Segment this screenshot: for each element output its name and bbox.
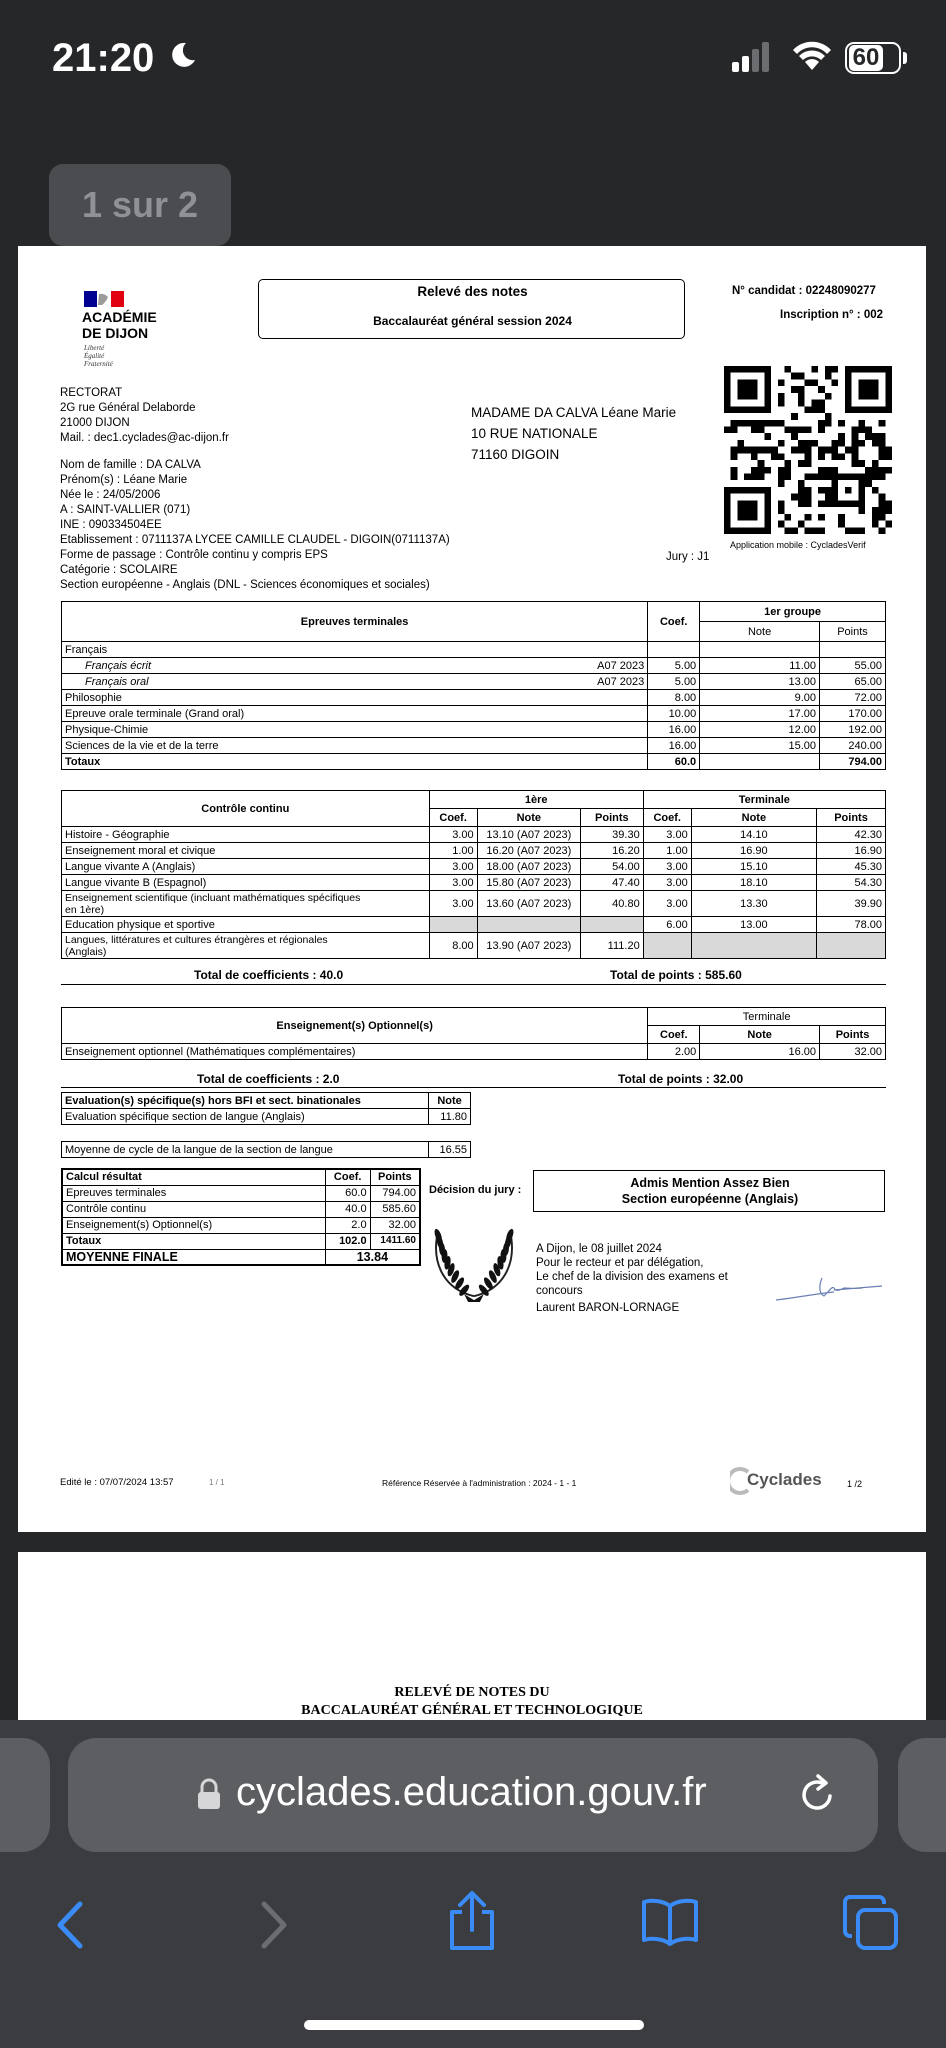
decision-line: Admis Mention Assez Bien bbox=[630, 1176, 790, 1190]
cc-points-term: 78.00 bbox=[817, 917, 886, 933]
cc-total-points: Total de points : 585.60 bbox=[610, 968, 742, 982]
result-calc-table bbox=[61, 1168, 421, 1266]
terminal-subject: Sciences de la vie et de la terre bbox=[65, 739, 219, 752]
decision-label: Décision du jury : bbox=[429, 1184, 522, 1196]
laurel-wreath-icon bbox=[425, 1206, 523, 1304]
terminal-total-coef: 60.0 bbox=[648, 754, 700, 770]
cycle-average-value: 16.55 bbox=[429, 1142, 471, 1158]
terminal-subject: Epreuve orale terminale (Grand oral) bbox=[65, 707, 245, 720]
candidate-number: N° candidat : 02248090277 bbox=[732, 285, 876, 297]
identity-line: A : SAINT-VALLIER (071) bbox=[60, 504, 191, 516]
terminal-coef: 5.00 bbox=[648, 674, 700, 690]
cc-header: Contrôle continu bbox=[62, 791, 430, 827]
cc-coef-term: 3.00 bbox=[643, 891, 691, 917]
cc-coef-term: 3.00 bbox=[643, 875, 691, 891]
calc-row-coef: 2.0 bbox=[325, 1217, 370, 1233]
eval-value: 11.80 bbox=[429, 1109, 471, 1125]
cc-note1-header: Note bbox=[477, 809, 580, 827]
share-icon[interactable] bbox=[446, 1890, 498, 1952]
terminal-note: 9.00 bbox=[700, 690, 820, 706]
document-title-box bbox=[258, 279, 685, 339]
cc-note-term: 13.00 bbox=[691, 917, 816, 933]
opt-term-header: Terminale bbox=[648, 1008, 886, 1026]
calc-row bbox=[62, 1217, 420, 1233]
calc-points-header: Points bbox=[370, 1169, 420, 1185]
jury-label: Jury : J1 bbox=[666, 551, 710, 563]
terminal-row bbox=[62, 722, 886, 738]
identity-line: Catégorie : SCOLAIRE bbox=[60, 564, 178, 576]
calc-coef-header: Coef. bbox=[325, 1169, 370, 1185]
signal-icon bbox=[732, 40, 772, 72]
academy-name bbox=[82, 309, 157, 341]
cc-points2-header: Points bbox=[817, 809, 886, 827]
cyclades-brand-text: Cyclades bbox=[747, 1470, 822, 1489]
cc-subject-line2: (Anglais) bbox=[65, 945, 107, 958]
terminal-points: 192.00 bbox=[820, 722, 886, 738]
inscription-number: Inscription n° : 002 bbox=[780, 309, 884, 321]
cc-first-header: 1ère bbox=[429, 791, 643, 809]
calc-row-points: 32.00 bbox=[370, 1217, 420, 1233]
terminal-row-label bbox=[62, 706, 648, 722]
terminal-note-header: Note bbox=[700, 622, 820, 642]
opt-total-line bbox=[61, 1087, 886, 1088]
cc-points-first bbox=[581, 917, 644, 933]
decision-line: Section européenne (Anglais) bbox=[621, 1192, 799, 1206]
calc-row-coef: 40.0 bbox=[325, 1201, 370, 1217]
terminal-points bbox=[820, 642, 886, 658]
cc-note-term: 15.10 bbox=[691, 859, 816, 875]
page2-title-line: RELEVÉ DE NOTES DU bbox=[394, 1685, 550, 1700]
home-indicator[interactable] bbox=[304, 2020, 644, 2030]
status-bar bbox=[0, 0, 946, 112]
app-label: Application mobile : CycladesVerif bbox=[730, 540, 866, 550]
back-icon[interactable] bbox=[52, 1900, 88, 1950]
cc-points-term: 42.30 bbox=[817, 827, 886, 843]
decision-box bbox=[533, 1170, 885, 1212]
battery-level: 60 bbox=[849, 45, 883, 71]
terminal-coef: 10.00 bbox=[648, 706, 700, 722]
eval-header: Evaluation(s) spécifique(s) hors BFI et sect. binationales bbox=[62, 1093, 429, 1109]
browser-bottom-bar bbox=[0, 1720, 946, 2048]
cc-row bbox=[62, 875, 886, 891]
identity-line: Prénom(s) : Léane Marie bbox=[60, 474, 188, 486]
terminal-row bbox=[62, 738, 886, 754]
terminal-coef: 5.00 bbox=[648, 658, 700, 674]
signature-line: Pour le recteur et par délégation, bbox=[536, 1257, 704, 1269]
cc-subject bbox=[62, 875, 430, 891]
cc-subject bbox=[62, 933, 430, 959]
terminal-row bbox=[62, 642, 886, 658]
identity-line: Née le : 24/05/2006 bbox=[60, 489, 161, 501]
terminal-note: 15.00 bbox=[700, 738, 820, 754]
motto-fraternite: Fraternité bbox=[84, 360, 113, 368]
qr-code-icon bbox=[724, 366, 892, 534]
terminal-row bbox=[62, 674, 886, 690]
opt-coef-header: Coef. bbox=[648, 1026, 700, 1044]
calc-row bbox=[62, 1201, 420, 1217]
wifi-icon bbox=[790, 40, 834, 72]
terminal-row-label bbox=[62, 658, 648, 674]
terminal-note: 12.00 bbox=[700, 722, 820, 738]
cc-note2-header: Note bbox=[691, 809, 816, 827]
terminal-points: 55.00 bbox=[820, 658, 886, 674]
previous-tab-peek[interactable] bbox=[0, 1738, 50, 1852]
cc-coef-first: 3.00 bbox=[429, 875, 477, 891]
cc-row bbox=[62, 933, 886, 959]
optional-table bbox=[61, 1007, 886, 1060]
handwritten-signature bbox=[774, 1268, 884, 1308]
cc-subject-line: Histoire - Géographie bbox=[65, 828, 170, 841]
battery-tip bbox=[903, 52, 907, 64]
pdf-viewer[interactable] bbox=[0, 112, 946, 1720]
cc-note-first bbox=[477, 917, 580, 933]
bookmarks-icon[interactable] bbox=[640, 1896, 700, 1946]
calc-total-label: Totaux bbox=[62, 1233, 325, 1249]
terminal-coef-header: Coef. bbox=[648, 602, 700, 642]
final-average-value: 13.84 bbox=[325, 1249, 420, 1265]
moon-icon bbox=[168, 40, 198, 70]
calc-total-coef: 102.0 bbox=[325, 1233, 370, 1249]
academy-line2: DE DIJON bbox=[82, 325, 149, 341]
terminal-row-label bbox=[62, 690, 648, 706]
opt-total-points: Total de points : 32.00 bbox=[618, 1072, 744, 1086]
identity-line: Forme de passage : Contrôle continu y compris EPS bbox=[60, 549, 328, 561]
cc-points-term: 39.90 bbox=[817, 891, 886, 917]
cc-subject-line: Langues, littératures et cultures étrangères et régionales bbox=[65, 933, 328, 946]
cc-coef-first: 3.00 bbox=[429, 827, 477, 843]
edited-page-frac: 1 / 1 bbox=[209, 1478, 225, 1487]
forward-icon[interactable] bbox=[256, 1900, 292, 1950]
cc-subject bbox=[62, 891, 430, 917]
page-number: 1 /2 bbox=[847, 1479, 863, 1489]
edited-date: Edité le : 07/07/2024 13:57 bbox=[60, 1477, 174, 1488]
terminal-subject: Philosophie bbox=[65, 691, 122, 704]
cc-coef-term: 6.00 bbox=[643, 917, 691, 933]
cc-coef-term: 3.00 bbox=[643, 859, 691, 875]
identity-line: Etablissement : 0711137A LYCEE CAMILLE CLAUDEL - DIGOIN(0711137A) bbox=[60, 534, 450, 546]
terminal-header: Epreuves terminales bbox=[62, 602, 648, 642]
cc-points-first: 47.40 bbox=[581, 875, 644, 891]
cc-subject bbox=[62, 917, 430, 933]
cc-subject-line: Enseignement scientifique (incluant mathématiques spécifiques bbox=[65, 891, 361, 904]
calc-row-coef: 60.0 bbox=[325, 1185, 370, 1201]
cc-note-term: 14.10 bbox=[691, 827, 816, 843]
page2-title bbox=[18, 1684, 926, 1720]
document-page-2 bbox=[18, 1552, 926, 1720]
identity-line: Nom de famille : DA CALVA bbox=[60, 459, 201, 471]
calc-row-points: 585.60 bbox=[370, 1201, 420, 1217]
signatory-name: Laurent BARON-LORNAGE bbox=[536, 1302, 680, 1314]
calc-row-label: Enseignement(s) Optionnel(s) bbox=[62, 1217, 325, 1233]
calc-row-points: 794.00 bbox=[370, 1185, 420, 1201]
cycle-average-table bbox=[61, 1141, 471, 1158]
cc-points-term: 16.90 bbox=[817, 843, 886, 859]
terminal-row bbox=[62, 658, 886, 674]
academy-line1: ACADÉMIE bbox=[82, 309, 157, 325]
opt-total-coef: Total de coefficients : 2.0 bbox=[197, 1072, 340, 1086]
cc-note-first: 13.90 (A07 2023) bbox=[477, 933, 580, 959]
terminal-total-points: 794.00 bbox=[820, 754, 886, 770]
rectorat-line: 21000 DIJON bbox=[60, 417, 130, 429]
identity-line: INE : 090334504EE bbox=[60, 519, 162, 531]
terminal-points: 65.00 bbox=[820, 674, 886, 690]
cc-points-first: 40.80 bbox=[581, 891, 644, 917]
page2-title-line: BACCALAURÉAT GÉNÉRAL ET TECHNOLOGIQUE bbox=[301, 1703, 643, 1718]
republic-motto bbox=[84, 344, 113, 368]
motto-egalite: Égalité bbox=[84, 352, 105, 360]
battery-icon bbox=[845, 42, 901, 74]
tabs-icon[interactable] bbox=[842, 1894, 900, 1952]
identity-line: Section européenne - Anglais (DNL - Sciences économiques et sociales) bbox=[60, 579, 430, 591]
terminal-total-note bbox=[700, 754, 820, 770]
opt-note-header: Note bbox=[700, 1026, 820, 1044]
cyclades-brand bbox=[747, 1470, 822, 1490]
calc-total-points: 1411.60 bbox=[370, 1233, 420, 1249]
terminal-points: 72.00 bbox=[820, 690, 886, 706]
opt-row-note: 16.00 bbox=[700, 1044, 820, 1060]
calc-row bbox=[62, 1185, 420, 1201]
cc-coef2-header: Coef. bbox=[643, 809, 691, 827]
cc-subject-line: Education physique et sportive bbox=[65, 918, 215, 931]
terminal-row-label bbox=[62, 738, 648, 754]
terminal-coef bbox=[648, 642, 700, 658]
terminal-points: 240.00 bbox=[820, 738, 886, 754]
reload-icon[interactable] bbox=[798, 1772, 838, 1816]
cc-note-term: 16.90 bbox=[691, 843, 816, 859]
cc-subject-line: Enseignement moral et civique bbox=[65, 844, 216, 857]
opt-row-coef: 2.00 bbox=[648, 1044, 700, 1060]
terminal-subject: Français écrit bbox=[85, 659, 152, 672]
cycle-average-label: Moyenne de cycle de la langue de la section de langue bbox=[62, 1142, 429, 1158]
terminal-row bbox=[62, 706, 886, 722]
cc-subject bbox=[62, 827, 430, 843]
address-bar[interactable] bbox=[68, 1738, 878, 1852]
document-subtitle: Baccalauréat général session 2024 bbox=[373, 314, 572, 328]
url-text: cyclades.education.gouv.fr bbox=[236, 1770, 707, 1814]
document-page-1 bbox=[18, 246, 926, 1532]
cc-subject bbox=[62, 843, 430, 859]
cc-coef-first: 3.00 bbox=[429, 891, 477, 917]
cc-points-term bbox=[817, 933, 886, 959]
motto-liberte: Liberté bbox=[84, 344, 105, 352]
cc-coef-first bbox=[429, 917, 477, 933]
cc-points-first: 111.20 bbox=[581, 933, 644, 959]
clock: 21:20 bbox=[52, 36, 155, 80]
terminal-note bbox=[700, 642, 820, 658]
rectorat-mail: Mail. : dec1.cyclades@ac-dijon.fr bbox=[60, 432, 229, 444]
cc-row bbox=[62, 827, 886, 843]
cc-note-first: 16.20 (A07 2023) bbox=[477, 843, 580, 859]
terminal-group-header: 1er groupe bbox=[700, 602, 886, 622]
cc-subject bbox=[62, 859, 430, 875]
cc-points-term: 45.30 bbox=[817, 859, 886, 875]
cc-points1-header: Points bbox=[581, 809, 644, 827]
cc-row bbox=[62, 891, 886, 917]
eval-label: Evaluation spécifique section de langue (Anglais) bbox=[62, 1109, 429, 1125]
next-tab-peek[interactable] bbox=[898, 1738, 946, 1852]
terminal-row-label bbox=[62, 674, 648, 690]
terminal-coef: 16.00 bbox=[648, 738, 700, 754]
recipient-line: 71160 DIGOIN bbox=[471, 447, 560, 462]
eval-note-header: Note bbox=[429, 1093, 471, 1109]
cc-coef1-header: Coef. bbox=[429, 809, 477, 827]
cc-note-term: 18.10 bbox=[691, 875, 816, 891]
cc-coef-first: 8.00 bbox=[429, 933, 477, 959]
terminal-points-header: Points bbox=[820, 622, 886, 642]
specific-eval-table bbox=[61, 1092, 471, 1125]
cc-total-coef: Total de coefficients : 40.0 bbox=[194, 968, 344, 982]
terminal-exams-table bbox=[61, 601, 886, 770]
terminal-subject: Physique-Chimie bbox=[65, 723, 149, 736]
opt-header: Enseignement(s) Optionnel(s) bbox=[62, 1008, 648, 1044]
cc-points-first: 54.00 bbox=[581, 859, 644, 875]
final-average-label: MOYENNE FINALE bbox=[62, 1249, 325, 1265]
terminal-points: 170.00 bbox=[820, 706, 886, 722]
cc-total-line bbox=[61, 984, 886, 985]
cc-note-term: 13.30 bbox=[691, 891, 816, 917]
terminal-row-label bbox=[62, 722, 648, 738]
terminal-coef: 8.00 bbox=[648, 690, 700, 706]
signature-line: Le chef de la division des examens et bbox=[536, 1271, 728, 1283]
calc-row-label: Epreuves terminales bbox=[62, 1185, 325, 1201]
cc-note-term bbox=[691, 933, 816, 959]
signature-line: A Dijon, le 08 juillet 2024 bbox=[536, 1243, 662, 1255]
calc-row-label: Contrôle continu bbox=[62, 1201, 325, 1217]
cc-row bbox=[62, 843, 886, 859]
cc-note-first: 18.00 (A07 2023) bbox=[477, 859, 580, 875]
cc-subject-line: Langue vivante A (Anglais) bbox=[65, 860, 196, 873]
cc-points-term: 54.30 bbox=[817, 875, 886, 891]
terminal-session: A07 2023 bbox=[597, 659, 645, 672]
lock-icon bbox=[196, 1778, 222, 1810]
cc-coef-term bbox=[643, 933, 691, 959]
cc-term-header: Terminale bbox=[643, 791, 885, 809]
terminal-note: 13.00 bbox=[700, 674, 820, 690]
cc-row bbox=[62, 859, 886, 875]
cc-subject-line: Langue vivante B (Espagnol) bbox=[65, 876, 207, 889]
cc-coef-first: 3.00 bbox=[429, 859, 477, 875]
recipient-line: MADAME DA CALVA Léane Marie bbox=[471, 405, 677, 420]
rectorat-line: 2G rue Général Delaborde bbox=[60, 402, 196, 414]
cc-points-first: 39.30 bbox=[581, 827, 644, 843]
cc-note-first: 15.80 (A07 2023) bbox=[477, 875, 580, 891]
terminal-session: A07 2023 bbox=[597, 675, 645, 688]
cc-coef-term: 3.00 bbox=[643, 827, 691, 843]
opt-row-points: 32.00 bbox=[820, 1044, 886, 1060]
opt-points-header: Points bbox=[820, 1026, 886, 1044]
continuous-assessment-table bbox=[61, 790, 886, 959]
browser-toolbar bbox=[0, 1870, 946, 1990]
admin-reference: Référence Réservée à l'administration : 2024 - 1 - 1 bbox=[382, 1478, 577, 1488]
cc-subject-line2: en 1ère) bbox=[65, 903, 105, 916]
opt-row-label: Enseignement optionnel (Mathématiques complémentaires) bbox=[62, 1044, 648, 1060]
terminal-subject: Français oral bbox=[85, 675, 149, 688]
signature-line: concours bbox=[536, 1285, 583, 1297]
recipient-line: 10 RUE NATIONALE bbox=[471, 426, 598, 441]
terminal-note: 11.00 bbox=[700, 658, 820, 674]
cc-row bbox=[62, 917, 886, 933]
document-title: Relevé des notes bbox=[417, 284, 528, 299]
cc-coef-first: 1.00 bbox=[429, 843, 477, 859]
page-indicator: 1 sur 2 bbox=[49, 164, 231, 246]
calc-header: Calcul résultat bbox=[62, 1169, 325, 1185]
terminal-coef: 16.00 bbox=[648, 722, 700, 738]
cc-note-first: 13.10 (A07 2023) bbox=[477, 827, 580, 843]
marianne-logo-icon bbox=[84, 291, 124, 307]
terminal-row-label bbox=[62, 642, 648, 658]
cc-coef-term: 1.00 bbox=[643, 843, 691, 859]
terminal-total-label: Totaux bbox=[62, 754, 648, 770]
terminal-note: 17.00 bbox=[700, 706, 820, 722]
cc-points-first: 16.20 bbox=[581, 843, 644, 859]
terminal-subject: Français bbox=[65, 643, 108, 656]
terminal-row bbox=[62, 690, 886, 706]
rectorat-line: RECTORAT bbox=[60, 387, 123, 399]
cc-note-first: 13.60 (A07 2023) bbox=[477, 891, 580, 917]
